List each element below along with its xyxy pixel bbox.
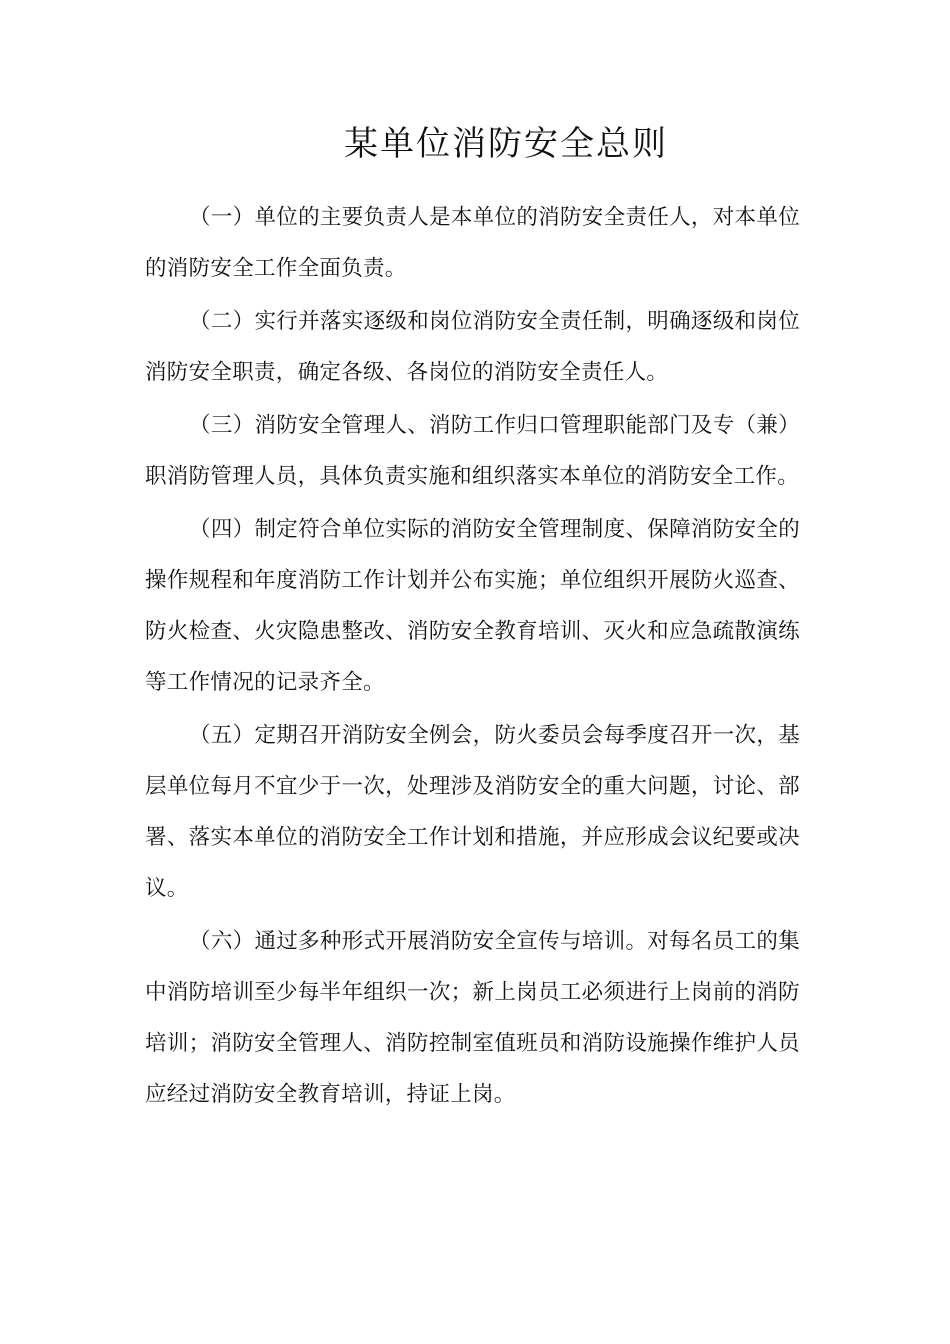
paragraph-6: （六）通过多种形式开展消防安全宣传与培训。对每名员工的集中消防培训至少每半年组织一次；新上岗员工必须进行上岗前的消防培训；消防安全管理人、消防控制室值班员和消防设施操作维护人员应经过消防安全教育培训，持证上岗。	[145, 929, 800, 1107]
paragraph-3: （三）消防安全管理人、消防工作归口管理职能部门及专（兼）职消防管理人员，具体负责实施和组织落实本单位的消防安全工作。	[145, 413, 800, 489]
paragraph-2: （二）实行并落实逐级和岗位消防安全责任制，明确逐级和岗位消防安全职责，确定各级、各岗位的消防安全责任人。	[145, 309, 800, 385]
paragraph-5: （五）定期召开消防安全例会，防火委员会每季度召开一次，基层单位每月不宜少于一次，处理涉及消防安全的重大问题，讨论、部署、落实本单位的消防安全工作计划和措施，并应形成会议纪要或决议。	[145, 723, 800, 901]
paragraph-1: （一）单位的主要负责人是本单位的消防安全责任人，对本单位的消防安全工作全面负责。	[145, 205, 800, 281]
paragraph-4: （四）制定符合单位实际的消防安全管理制度、保障消防安全的操作规程和年度消防工作计划并公布实施；单位组织开展防火巡查、防火检查、火灾隐患整改、消防安全教育培训、灭火和应急疏散演练等工作情况的记录齐全。	[145, 517, 800, 695]
document-body	[145, 192, 800, 1122]
document-title: 某单位消防安全总则	[344, 124, 668, 164]
